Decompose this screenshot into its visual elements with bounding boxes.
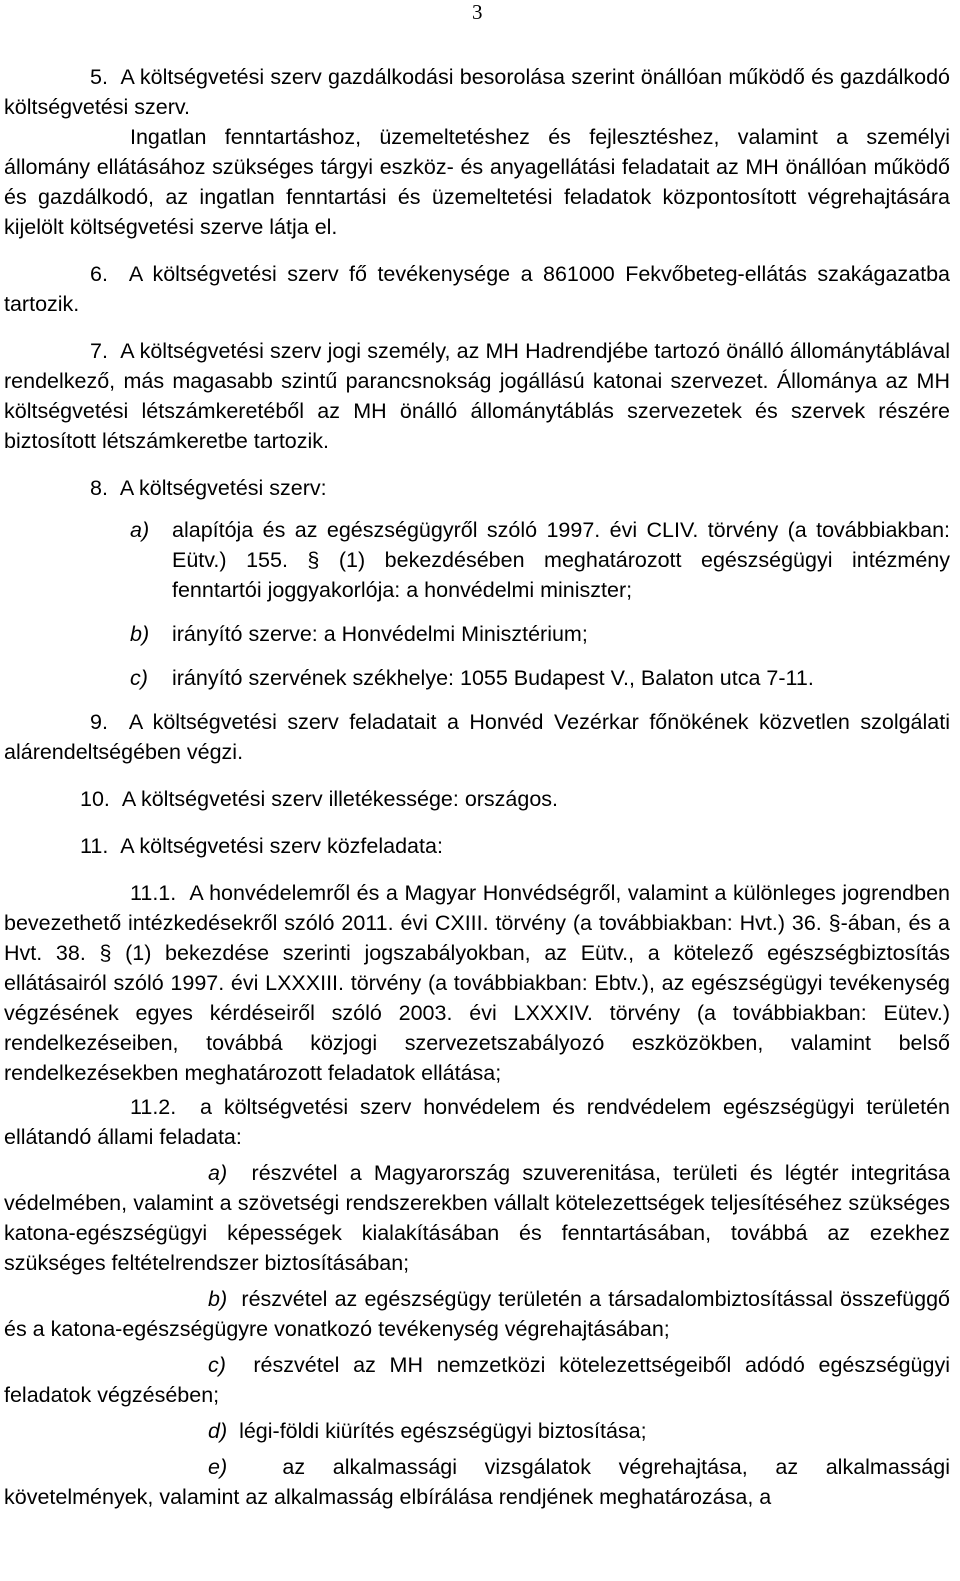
list-item [130, 515, 950, 605]
list-letter: c) [130, 666, 148, 690]
list-text: légi-földi kiürítés egészségügyi biztosítása; [239, 1419, 647, 1443]
section-11-2-item [4, 1158, 950, 1278]
section-number: 5. [90, 65, 108, 89]
list-letter: e) [208, 1455, 228, 1479]
list-letter: a) [130, 518, 150, 542]
section-text: A költségvetési szerv illetékessége: országos. [121, 787, 559, 811]
list-letter: a) [208, 1161, 228, 1185]
section-11-2-item [4, 1284, 950, 1344]
section-11-2-item [4, 1350, 950, 1410]
list-text: irányító szerve: a Honvédelmi Minisztérium; [172, 622, 588, 646]
section-number: 9. [90, 710, 108, 734]
section-number: 11.2. [130, 1095, 177, 1119]
list-text: részvétel a Magyarország szuverenitása, területi és légtér integritása védelmében, valamint a szövetségi rendszerekben vállalt kötelezettségek teljesítéséhez szükséges katona-egészségügyi képességek kialakításában és fenntartásában, továbbá az ezekhez szükséges feltételrendszer biztosításában; [4, 1161, 950, 1275]
list-item [130, 619, 950, 649]
list-text: az alkalmassági vizsgálatok végrehajtása, az alkalmassági követelmények, valamint az alkalmasság elbírálása rendjének meghatározása, a [4, 1455, 950, 1509]
page-number: 3 [472, 0, 483, 24]
section-11-2-item [4, 1416, 950, 1446]
section-text: A költségvetési szerv feladatait a Honvéd Vezérkar főnökének közvetlen szolgálati alárendeltségében végzi. [4, 710, 950, 764]
section-text: A költségvetési szerv jogi személy, az MH Hadrendjébe tartozó önálló állománytáblával rendelkező, más magasabb szintű parancsnokság jogállású katonai szervezet. Állománya az MH költségvetési létszámkeretéből az MH önálló állománytáblás szervezetek és szervek részére biztosított létszámkeretbe tartozik. [4, 339, 950, 453]
section-text: A honvédelemről és a Magyar Honvédségről, valamint a különleges jogrendben bevezethető intézkedésekről szóló 2011. évi CXIII. törvény (a továbbiakban: Hvt.) 36. §-ában, és a Hvt. 38. § (1) bekezdése szerinti jogszabályokban, az Eütv., a kötelező egészségbiztosítás ellátásairól szóló 1997. évi LXXXIII. törvény (a továbbiakban: Ebtv.), az egészségügyi tevékenység végzésének egyes kérdéseiről szóló 2003. évi LXXXIV. törvény (a továbbiakban: Eütev.) rendelkezéseiben, továbbá közjogi szervezetszabályozó eszközökben, valamint belső rendelkezésekben meghatározott feladatok ellátása; [4, 881, 950, 1085]
section-10 [4, 784, 950, 814]
section-11-2 [4, 1092, 950, 1152]
section-11-1 [4, 878, 950, 1088]
section-number: 10. [80, 787, 110, 811]
section-8 [4, 473, 950, 503]
section-text: A költségvetési szerv gazdálkodási besorolása szerint önállóan működő és gazdálkodó költségvetési szerv. [4, 65, 951, 119]
list-text: részvétel az egészségügy területén a társadalombiztosítással összefüggő és a katona-egészségügyre vonatkozó tevékenység végrehajtásában; [4, 1287, 950, 1341]
list-letter: b) [208, 1287, 228, 1311]
list-item [130, 663, 950, 693]
document-body [4, 62, 950, 1512]
section-5-body: Ingatlan fenntartáshoz, üzemeltetéshez és fejlesztéshez, valamint a személyi állomány ellátásához szükséges tárgyi eszköz- és anyagellátási feladatait az MH önállóan működő és gazdálkodó, az ingatlan fenntartási és üzemeltetési feladatok központosított végrehajtására kijelölt költségvetési szerve látja el. [4, 125, 950, 239]
list-letter: d) [208, 1419, 228, 1443]
section-8-list [4, 515, 950, 693]
section-6 [4, 259, 950, 319]
section-text: A költségvetési szerv fő tevékenysége a 861000 Fekvőbeteg-ellátás szakágazatba tartozik. [4, 262, 950, 316]
section-11 [4, 831, 950, 861]
section-number: 6. [90, 262, 108, 286]
section-text: A költségvetési szerv közfeladata: [120, 834, 443, 858]
list-letter: b) [130, 622, 150, 646]
section-number: 11.1. [130, 881, 177, 905]
section-7 [4, 336, 950, 456]
section-text: a költségvetési szerv honvédelem és rendvédelem egészségügyi területén ellátandó állami feladata: [4, 1095, 950, 1149]
section-5 [4, 62, 950, 122]
section-number: 11. [80, 834, 109, 858]
list-text: irányító szervének székhelye: 1055 Budapest V., Balaton utca 7-11. [172, 666, 814, 690]
list-text: részvétel az MH nemzetközi kötelezettségeiből adódó egészségügyi feladatok végzésében; [4, 1353, 950, 1407]
section-number: 8. [90, 476, 108, 500]
section-9 [4, 707, 950, 767]
section-text: A költségvetési szerv: [119, 476, 327, 500]
section-11-2-item [4, 1452, 950, 1512]
section-number: 7. [90, 339, 108, 363]
list-text: alapítója és az egészségügyről szóló 1997. évi CLIV. törvény (a továbbiakban: Eütv.) 155. § (1) bekezdésében meghatározott egészségügyi intézmény fenntartói joggyakorlója: a honvédelmi miniszter; [172, 518, 950, 602]
list-letter: c) [208, 1353, 226, 1377]
